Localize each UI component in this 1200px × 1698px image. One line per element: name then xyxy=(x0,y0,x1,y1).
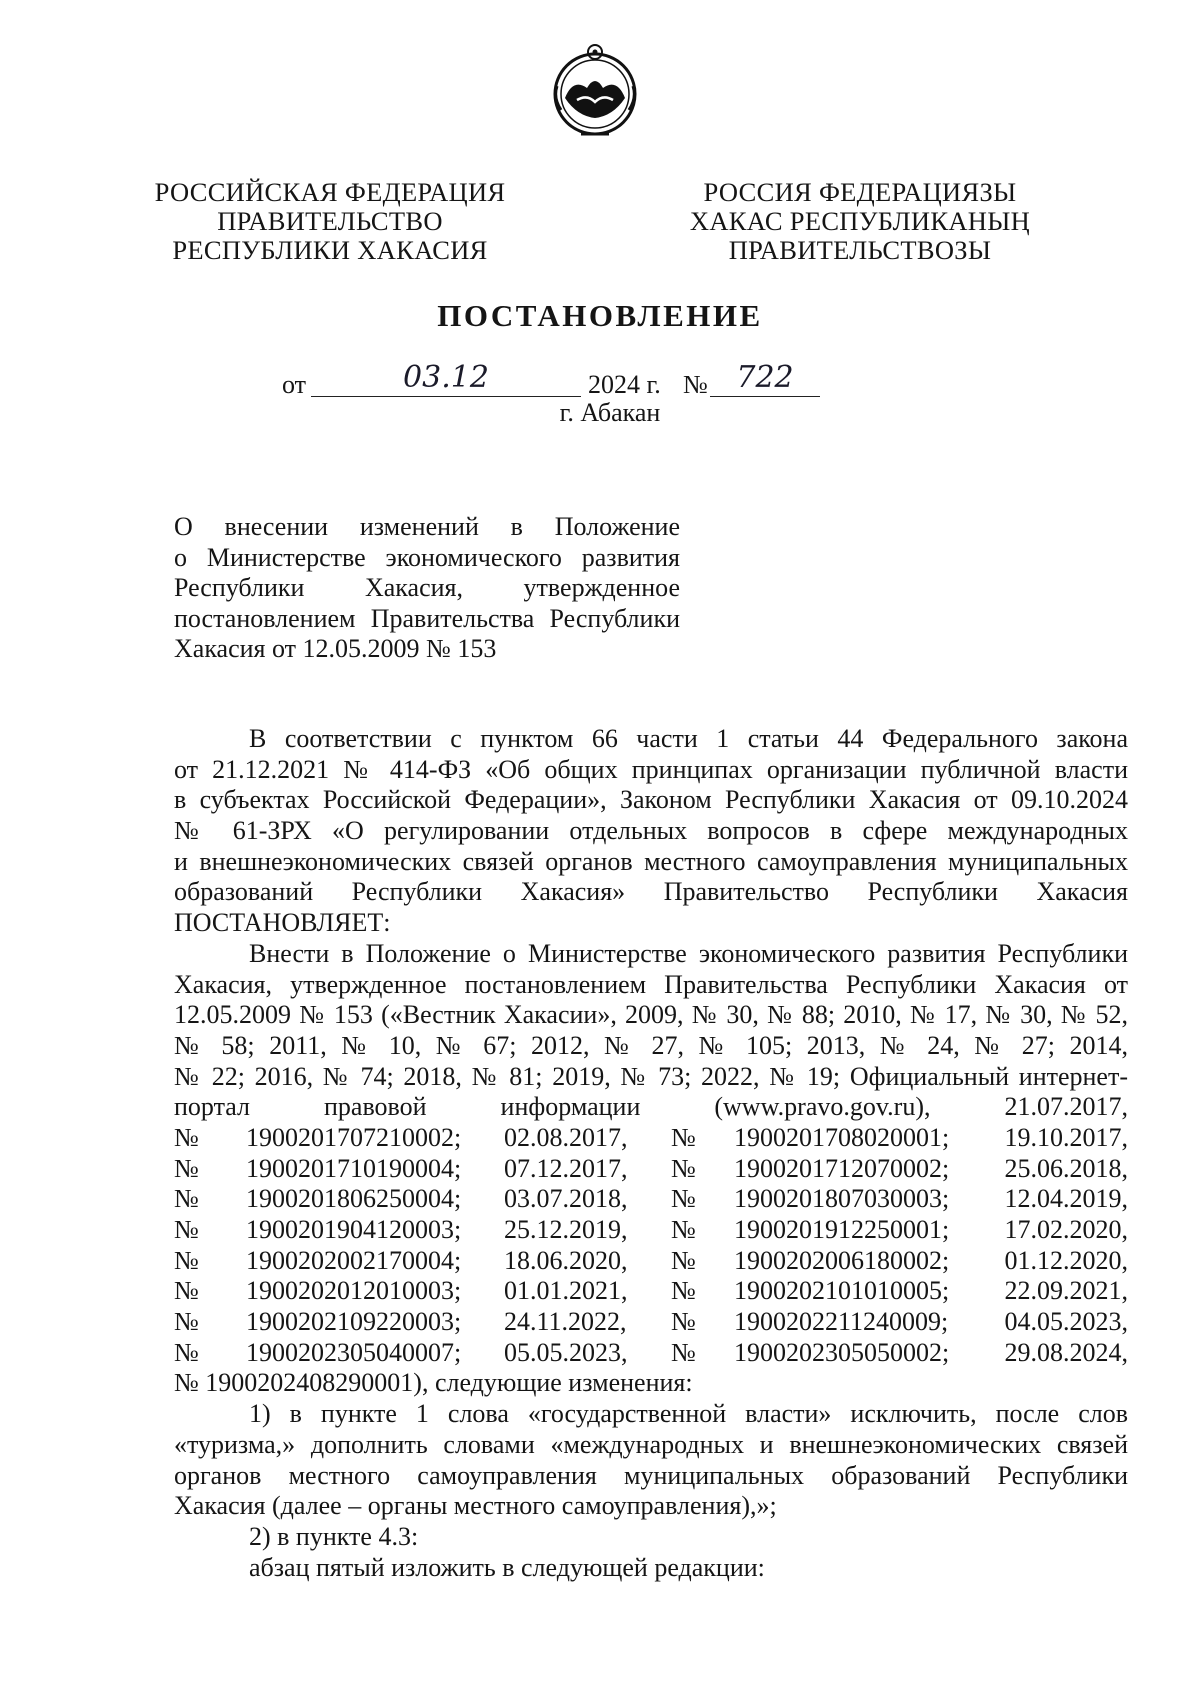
registry-cell: № xyxy=(174,1153,199,1183)
registry-cell: 05.05.2023, xyxy=(504,1337,628,1367)
registry-row xyxy=(174,1184,1128,1215)
body-line: абзац пятый изложить в следующей редакции: xyxy=(249,1552,765,1582)
body-line: 1) в пункте 1 слова «государственной власти» исключить, после слов xyxy=(249,1399,1128,1429)
header-left-line: ПРАВИТЕЛЬСТВО xyxy=(217,206,443,236)
subject-line: О внесении изменений в Положение xyxy=(174,512,680,541)
registry-cell: 1900202109220003; xyxy=(246,1307,462,1337)
body-line: Хакасия, утвержденное постановлением Правительства Республики Хакасия от xyxy=(174,969,1128,999)
registry-cell: 17.02.2020, xyxy=(1004,1215,1128,1244)
body-line: «туризма,» дополнить словами «международных и внешнеэкономических связей xyxy=(174,1429,1128,1459)
registry-cell: 22.09.2021, xyxy=(1004,1276,1128,1306)
registry-cell: 1900201904120003; xyxy=(246,1215,462,1244)
registry-cell: № xyxy=(671,1215,696,1244)
registry-cell: 1900201708020001; xyxy=(734,1122,950,1152)
document-title: ПОСТАНОВЛЕНИЕ xyxy=(437,298,763,333)
registry-cell: 1900201806250004; xyxy=(246,1184,462,1214)
body-line: и внешнеэкономических связей органов местного самоуправления муниципальных xyxy=(174,846,1128,876)
registry-cell: № xyxy=(671,1307,696,1337)
registry-cell: № xyxy=(174,1276,199,1306)
registry-cell: № xyxy=(671,1184,696,1214)
registry-cell: 07.12.2017, xyxy=(504,1153,628,1183)
body-line: портал правовой информации (www.pravo.gov.ru), 21.07.2017, xyxy=(174,1092,1128,1122)
year-text: 2024 г. xyxy=(588,370,661,399)
registry-cell: 1900201712070002; xyxy=(734,1153,950,1183)
body-text xyxy=(174,724,1128,1583)
registry-cell: 24.11.2022, xyxy=(504,1307,627,1337)
registry-row xyxy=(174,1123,1128,1154)
body-line: органов местного самоуправления муниципальных образований Республики xyxy=(174,1460,1128,1490)
registry-cell: 1900202305040007; xyxy=(246,1337,462,1367)
registry-row xyxy=(174,1246,1128,1277)
subject-line: о Министерстве экономического развития xyxy=(174,542,680,572)
date-number-line xyxy=(0,362,1200,402)
registry-row xyxy=(174,1338,1128,1369)
registry-cell: 25.06.2018, xyxy=(1004,1153,1128,1183)
subject-line: постановлением Правительства Республики xyxy=(174,603,680,633)
body-line: № 1900202408290001), следующие изменения: xyxy=(174,1368,693,1398)
registry-cell: № xyxy=(174,1122,199,1152)
registry-cell: № xyxy=(671,1245,696,1275)
city: г. Абакан xyxy=(559,398,661,427)
registry-row xyxy=(174,1276,1128,1307)
header-right-line: РОССИЯ ФЕДЕРАЦИЯЗЫ xyxy=(703,177,1017,207)
body-line: образований Республики Хакасия» Правительство Республики Хакасия xyxy=(174,877,1128,907)
subject-line: Республики Хакасия, утвержденное xyxy=(174,573,680,602)
handwritten-date: 03.12 xyxy=(311,362,581,397)
registry-row xyxy=(174,1154,1128,1185)
registry-cell: № xyxy=(174,1184,199,1214)
body-line: № 58; 2011, № 10, № 67; 2012, № 27, № 105; 2013, № 24, № 27; 2014, xyxy=(174,1030,1128,1060)
body-line: от 21.12.2021 № 414-ФЗ «Об общих принципах организации публичной власти xyxy=(174,754,1128,784)
registry-cell: № xyxy=(174,1245,199,1275)
header-left-line: РЕСПУБЛИКИ ХАКАСИЯ xyxy=(172,235,488,265)
registry-cell: № xyxy=(671,1122,696,1152)
header-left xyxy=(130,178,530,265)
registry-cell: 01.01.2021, xyxy=(504,1276,628,1306)
registry-cell: 1900202211240009; xyxy=(734,1307,949,1337)
header-right-line: ПРАВИТЕЛЬСТВОЗЫ xyxy=(728,235,992,265)
registry-cell: 25.12.2019, xyxy=(504,1215,628,1244)
body-line: 12.05.2009 № 153 («Вестник Хакасии», 2009, № 30, № 88; 2010, № 17, № 30, № 52, xyxy=(174,1000,1128,1030)
subject-block xyxy=(174,512,680,665)
header-right xyxy=(655,178,1065,265)
registry-cell: 1900202101010005; xyxy=(734,1276,950,1306)
registry-cell: 12.04.2019, xyxy=(1004,1184,1128,1214)
registry-cell: 03.07.2018, xyxy=(504,1184,628,1214)
registry-cell: 1900202006180002; xyxy=(734,1245,950,1275)
header-left-line: РОССИЙСКАЯ ФЕДЕРАЦИЯ xyxy=(154,177,506,207)
subject-line: Хакасия от 12.05.2009 № 153 xyxy=(174,634,497,663)
registry-cell: № xyxy=(671,1337,696,1367)
registry-cell: № xyxy=(671,1153,696,1183)
header-right-line: ХАКАС РЕСПУБЛИКАНЫҢ xyxy=(689,206,1031,236)
body-line: Хакасия (далее – органы местного самоуправления),»; xyxy=(174,1491,777,1521)
registry-list xyxy=(174,1123,1128,1369)
handwritten-number: 722 xyxy=(710,362,820,397)
registry-row xyxy=(174,1215,1128,1246)
registry-cell: 02.08.2017, xyxy=(504,1122,628,1152)
registry-cell: 1900201912250001; xyxy=(734,1215,950,1244)
body-line: № 61-ЗРХ «О регулировании отдельных вопросов в сфере международных xyxy=(174,816,1128,846)
body-line: В соответствии с пунктом 66 части 1 статьи 44 Федерального закона xyxy=(249,724,1128,753)
body-line: в субъектах Российской Федерации», Законом Республики Хакасия от 09.10.2024 xyxy=(174,785,1128,815)
body-line: 2) в пункте 4.3: xyxy=(249,1521,419,1551)
body-line: Внести в Положение о Министерстве экономического развития Республики xyxy=(249,938,1128,968)
registry-cell: 18.06.2020, xyxy=(504,1245,628,1275)
date-from-label: от xyxy=(282,370,307,399)
body-line: ПОСТАНОВЛЯЕТ: xyxy=(174,908,391,938)
registry-cell: № xyxy=(174,1307,199,1337)
registry-cell: 1900202305050002; xyxy=(734,1337,950,1367)
registry-cell: 1900202002170004; xyxy=(246,1245,462,1275)
registry-cell: № xyxy=(174,1337,199,1367)
registry-cell: 1900202012010003; xyxy=(246,1276,462,1306)
body-line: № 22; 2016, № 74; 2018, № 81; 2019, № 73; 2022, № 19; Официальный интернет- xyxy=(174,1061,1128,1091)
registry-cell: 04.05.2023, xyxy=(1004,1307,1128,1337)
number-label: № xyxy=(683,370,708,399)
registry-cell: 29.08.2024, xyxy=(1004,1337,1128,1367)
registry-cell: № xyxy=(671,1276,696,1306)
registry-cell: 01.12.2020, xyxy=(1004,1245,1128,1275)
registry-cell: 19.10.2017, xyxy=(1004,1122,1128,1152)
registry-cell: 1900201707210002; xyxy=(246,1122,462,1152)
registry-cell: 1900201710190004; xyxy=(246,1153,462,1183)
coat-of-arms-icon xyxy=(543,38,647,142)
registry-cell: 1900201807030003; xyxy=(734,1184,950,1214)
registry-cell: № xyxy=(174,1215,199,1244)
registry-row xyxy=(174,1307,1128,1338)
